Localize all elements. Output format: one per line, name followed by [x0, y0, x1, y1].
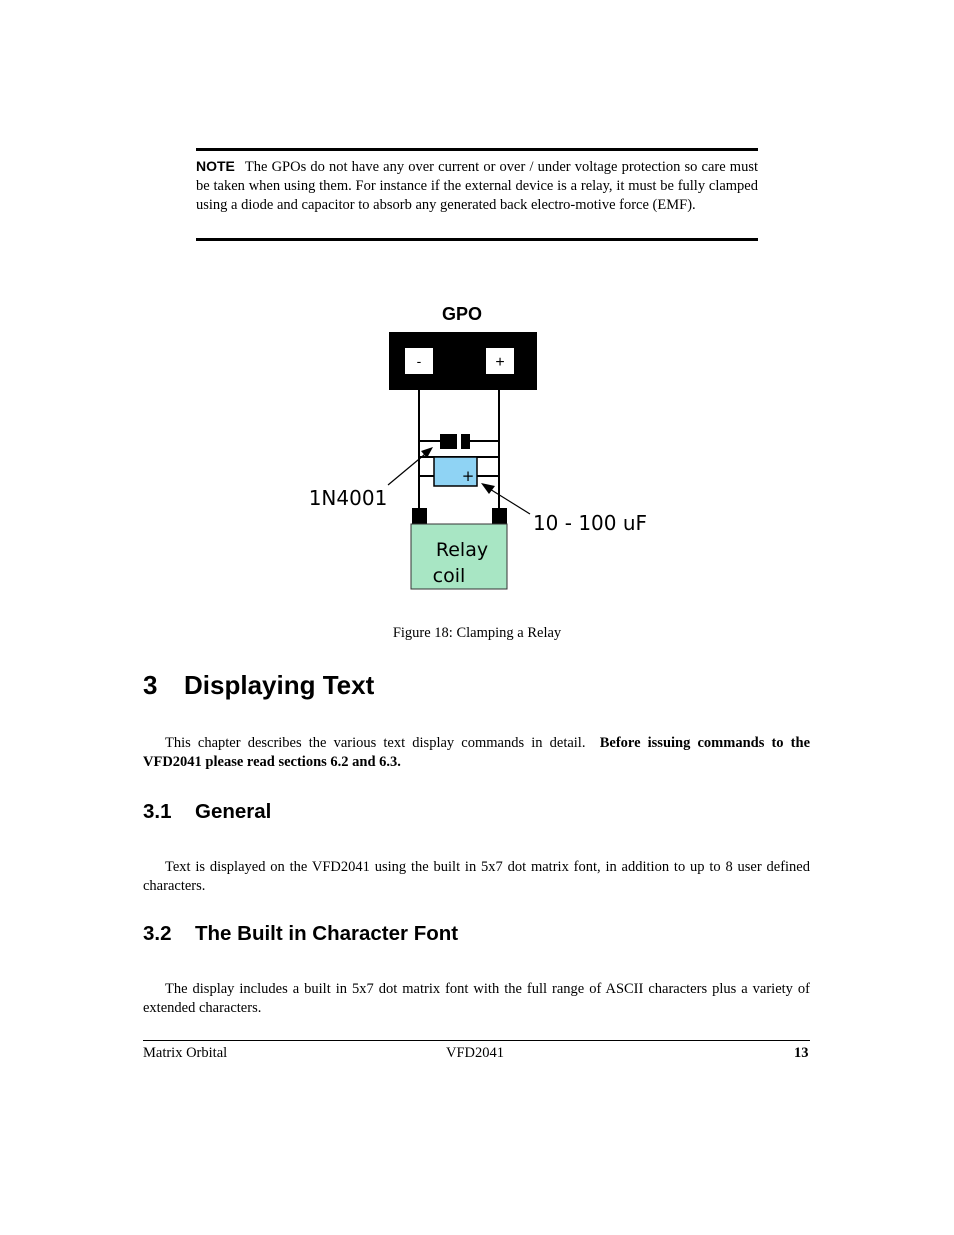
relay-label-line1: Relay — [435, 539, 489, 561]
general-paragraph — [143, 858, 810, 896]
subsection-number: 3.1 — [143, 800, 172, 823]
intro-plain: This chapter describes the various text display commands in detail. — [165, 735, 586, 751]
page-number: 13 — [794, 1045, 809, 1061]
capacitor-label: 10 - 100 uF — [532, 511, 648, 535]
footer-rule — [143, 1040, 810, 1041]
diode-label: 1N4001 — [308, 486, 388, 510]
note-body: The GPOs do not have any over current or over / under voltage protection so care must be taken when using them. For instance if the external device is a relay, it must be fully clamped using a diode and capacitor to absorb any generated back electro-motive force (EMF). — [196, 159, 758, 213]
cap-arrowhead — [481, 483, 495, 494]
section-heading — [143, 670, 374, 701]
general-text: Text is displayed on the VFD2041 using the built in 5x7 dot matrix font, in addition to up to 8 user defined characters. — [143, 859, 810, 894]
font-paragraph — [143, 980, 810, 1018]
section-number: 3 — [143, 670, 158, 700]
gpo-minus-text: - — [416, 353, 422, 369]
relay-terminal-right — [492, 508, 507, 524]
section-title: Displaying Text — [184, 670, 375, 700]
subsection-title: The Built in Character Font — [195, 922, 459, 945]
subsection-number: 3.2 — [143, 922, 172, 945]
subsection-heading-general — [143, 800, 271, 824]
footer-left: Matrix Orbital — [143, 1045, 228, 1061]
intro-bold: Before issuing commands to the VFD2041 please read sections 6.2 and 6.3. — [143, 735, 810, 770]
relay-clamp-diagram — [300, 300, 660, 600]
note-label: NOTE — [196, 158, 235, 174]
note-text — [196, 157, 758, 214]
subsection-heading-font — [143, 922, 458, 946]
gpo-plus-text: + — [495, 354, 505, 371]
font-text: The display includes a built in 5x7 dot matrix font with the full range of ASCII characters plus a variety of extended characters. — [143, 981, 810, 1016]
subsection-title: General — [195, 800, 272, 823]
section-intro — [143, 734, 810, 772]
relay-terminal-left — [412, 508, 427, 524]
diode-arrow-line — [388, 450, 430, 485]
diode-band — [457, 434, 461, 449]
capacitor-plus: + — [461, 467, 475, 485]
note-box — [196, 148, 758, 241]
diode-body — [440, 434, 470, 449]
footer-center: VFD2041 — [446, 1045, 505, 1061]
figure-caption: Figure 18: Clamping a Relay — [392, 625, 562, 641]
gpo-label: GPO — [441, 304, 483, 324]
relay-label-line2: coil — [432, 565, 466, 587]
relay-clamp-figure — [300, 300, 660, 600]
